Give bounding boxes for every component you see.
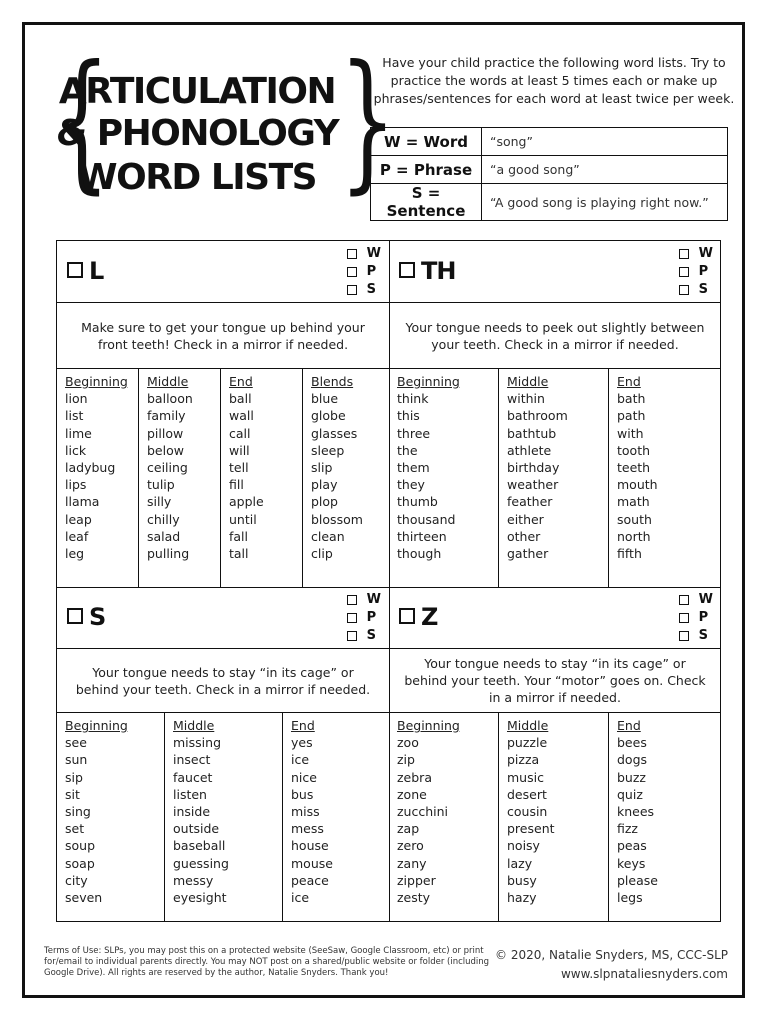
wps-item (347, 263, 381, 281)
website-text: www.slpnataliesnyders.com (560, 967, 728, 981)
title-block (42, 34, 397, 210)
word-item: bath (617, 391, 646, 407)
word-item: soup (65, 838, 96, 854)
word-item: sit (65, 786, 80, 802)
word-item: family (147, 408, 186, 424)
word-item: miss (291, 804, 320, 820)
word-item: buzz (617, 769, 646, 785)
wps-label: S (698, 628, 709, 643)
sound-label: Z (421, 603, 438, 631)
word-item: legs (617, 890, 643, 906)
word-item: clean (311, 528, 345, 544)
word-item: eyesight (173, 890, 227, 906)
legend-example: “A good song is playing right now.” (482, 184, 728, 221)
word-item: ice (291, 752, 310, 768)
word-item: inside (173, 804, 211, 820)
word-item: zoo (397, 735, 419, 751)
word-item: guessing (173, 855, 229, 871)
word-item: peace (291, 872, 329, 888)
word-item: list (65, 408, 84, 424)
word-item: apple (229, 494, 264, 510)
word-item: blue (311, 391, 339, 407)
word-item: present (507, 821, 555, 837)
checkbox-icon[interactable] (347, 267, 357, 277)
word-item: until (229, 511, 257, 527)
wps-label: W (366, 246, 381, 261)
legend-key: W = Word (371, 128, 482, 156)
word-item: think (397, 391, 429, 407)
checkbox-icon[interactable] (67, 262, 83, 278)
section-header (389, 587, 721, 649)
word-item: math (617, 494, 650, 510)
word-item: zipper (397, 872, 436, 888)
title-line-3: WORD LISTS (77, 157, 317, 198)
word-item: seven (65, 890, 103, 906)
word-item: fizz (617, 821, 638, 837)
word-item: insect (173, 752, 211, 768)
column-header: Beginning (65, 374, 128, 389)
word-item: feather (507, 494, 553, 510)
legend-example: “a good song” (482, 156, 728, 184)
wps-label: W (698, 246, 713, 261)
word-item: zany (397, 855, 427, 871)
word-item: see (65, 735, 87, 751)
word-item: zucchini (397, 804, 449, 820)
section-th (389, 241, 721, 587)
word-item: fifth (617, 546, 642, 562)
word-item: lion (65, 391, 88, 407)
word-item: baseball (173, 838, 226, 854)
word-item: fall (229, 528, 249, 544)
word-item: quiz (617, 786, 643, 802)
word-item: music (507, 769, 544, 785)
word-item: athlete (507, 442, 552, 458)
wps-item (679, 245, 713, 263)
sound-label: L (89, 257, 104, 285)
column-header: End (617, 374, 641, 389)
wps-item (347, 245, 381, 263)
word-item: plop (311, 494, 338, 510)
word-column (303, 369, 389, 587)
word-item: zesty (397, 890, 431, 906)
word-column (609, 713, 721, 921)
legend-row (371, 128, 728, 156)
word-item: dogs (617, 752, 648, 768)
word-item: keys (617, 855, 646, 871)
section-header (389, 241, 721, 303)
word-item: zone (397, 786, 427, 802)
word-item: bus (291, 786, 314, 802)
word-item: sun (65, 752, 88, 768)
checkbox-icon[interactable] (67, 608, 83, 624)
word-item: tall (229, 546, 249, 562)
word-item: glasses (311, 425, 358, 441)
word-columns (389, 713, 721, 921)
wps-item (679, 609, 713, 627)
column-header: Middle (147, 374, 189, 389)
word-item: other (507, 528, 541, 544)
wps-item (347, 281, 381, 299)
tip-text: Make sure to get your tongue up behind your front teeth! Check in a mirror if needed. (57, 303, 389, 369)
word-item: zip (397, 752, 415, 768)
wps-item (347, 627, 381, 645)
word-item: balloon (147, 391, 193, 407)
word-item: gather (507, 546, 549, 562)
word-item: globe (311, 408, 346, 424)
word-item: set (65, 821, 85, 837)
word-item: them (397, 460, 430, 476)
word-item: tooth (617, 442, 651, 458)
word-item: missing (173, 735, 222, 751)
word-item: zap (397, 821, 420, 837)
wps-item (347, 609, 381, 627)
word-item: lick (65, 442, 87, 458)
word-item: thousand (397, 511, 456, 527)
word-item: peas (617, 838, 647, 854)
word-item: hazy (507, 890, 537, 906)
legend-key: S = Sentence (371, 184, 482, 221)
word-item: with (617, 425, 644, 441)
word-item: busy (507, 872, 537, 888)
column-header: Middle (173, 718, 215, 733)
word-item: mess (291, 821, 324, 837)
wps-checklist (679, 591, 713, 645)
title-line-2: & PHONOLOGY (55, 113, 339, 154)
word-item: cousin (507, 804, 548, 820)
checkbox-icon[interactable] (679, 267, 689, 277)
word-item: puzzle (507, 735, 548, 751)
word-item: zero (397, 838, 424, 854)
word-item: nice (291, 769, 317, 785)
column-header: Middle (507, 374, 549, 389)
word-item: yes (291, 735, 313, 751)
tip-text: Your tongue needs to peek out slightly between your teeth. Check in a mirror if needed. (389, 303, 721, 369)
wps-checklist (347, 245, 381, 299)
checkbox-icon[interactable] (347, 631, 357, 641)
sound-title (67, 603, 105, 631)
checkbox-icon[interactable] (679, 631, 689, 641)
title-line-1: ARTICULATION (58, 71, 336, 112)
word-item: salad (147, 528, 181, 544)
legend-row (371, 156, 728, 184)
word-item: ladybug (65, 460, 116, 476)
instructions: Have your child practice the following word lists. Try to practice the words at least 5 times each or make up phrases/sentences for each word at least twice per week. (373, 55, 735, 106)
column-header: End (229, 374, 253, 389)
column-header: Beginning (397, 718, 460, 733)
word-item: leaf (65, 528, 89, 544)
sound-title (67, 257, 103, 285)
word-item: call (229, 425, 251, 441)
checkbox-icon[interactable] (399, 608, 415, 624)
word-item: ice (291, 890, 310, 906)
word-item: birthday (507, 460, 560, 476)
checkbox-icon[interactable] (347, 285, 357, 295)
right-brace-icon: } (339, 34, 397, 208)
checkbox-icon[interactable] (679, 285, 689, 295)
checkbox-icon[interactable] (347, 613, 357, 623)
section-header (57, 587, 389, 649)
legend-table (370, 127, 728, 221)
word-item: ball (229, 391, 252, 407)
word-item: sing (65, 804, 91, 820)
word-item: ceiling (147, 460, 188, 476)
word-item: slip (311, 460, 333, 476)
wps-label: S (366, 628, 377, 643)
word-column (139, 369, 221, 587)
word-item: faucet (173, 769, 213, 785)
checkbox-icon[interactable] (679, 595, 689, 605)
word-item: three (397, 425, 431, 441)
word-item: pulling (147, 546, 190, 562)
word-item: outside (173, 821, 220, 837)
word-column (57, 713, 165, 921)
wps-label: S (366, 282, 377, 297)
word-item: wall (229, 408, 254, 424)
word-item: lime (65, 425, 92, 441)
column-header: Beginning (65, 718, 128, 733)
word-column (165, 713, 283, 921)
section-s (57, 587, 389, 921)
word-item: this (397, 408, 420, 424)
wps-label: P (698, 264, 709, 279)
word-item: bees (617, 735, 647, 751)
word-column (389, 369, 499, 587)
wps-label: W (698, 592, 713, 607)
word-item: tulip (147, 477, 175, 493)
sound-label: TH (421, 257, 456, 285)
word-list-grid (56, 240, 721, 922)
word-columns (57, 369, 389, 587)
wps-item (679, 281, 713, 299)
word-item: sip (65, 769, 83, 785)
word-item: south (617, 511, 652, 527)
column-header: Beginning (397, 374, 460, 389)
word-item: desert (507, 786, 547, 802)
column-header: End (291, 718, 315, 733)
wps-label: P (698, 610, 709, 625)
word-item: the (397, 442, 418, 458)
section-header (57, 241, 389, 303)
wps-item (679, 591, 713, 609)
section-l (57, 241, 389, 587)
wps-item (679, 627, 713, 645)
word-column (221, 369, 303, 587)
word-item: weather (507, 477, 559, 493)
wps-checklist (347, 591, 381, 645)
word-item: north (617, 528, 651, 544)
word-item: mouth (617, 477, 658, 493)
terms-of-use: Terms of Use: SLPs, you may post this on a protected website (SeeSaw, Google Classroom, etc) or print for/email to individual parents directly. You may NOT post on a shared/public website or folder (including Google Drive). All rights are reserved by the author, Natalie Snyders. Thank you! (44, 946, 490, 978)
word-item: knees (617, 804, 655, 820)
word-column (57, 369, 139, 587)
word-item: pillow (147, 425, 184, 441)
word-item: teeth (617, 460, 651, 476)
column-header: End (617, 718, 641, 733)
word-item: bathroom (507, 408, 568, 424)
checkbox-icon[interactable] (679, 249, 689, 259)
legend-example: “song” (482, 128, 728, 156)
word-column (499, 369, 609, 587)
word-item: house (291, 838, 329, 854)
sound-title (399, 603, 437, 631)
word-item: sleep (311, 442, 345, 458)
word-item: play (311, 477, 338, 493)
word-item: chilly (147, 511, 180, 527)
word-item: messy (173, 872, 214, 888)
word-item: blossom (311, 511, 363, 527)
checkbox-icon[interactable] (399, 262, 415, 278)
wps-label: S (698, 282, 709, 297)
sound-title (399, 257, 455, 285)
sound-label: S (89, 603, 106, 631)
word-item: zebra (397, 769, 432, 785)
word-item: bathtub (507, 425, 557, 441)
word-item: path (617, 408, 646, 424)
word-item: leap (65, 511, 92, 527)
word-item: please (617, 872, 658, 888)
word-column (283, 713, 389, 921)
word-item: leg (65, 546, 85, 562)
legend-key: P = Phrase (371, 156, 482, 184)
left-brace-icon: { (53, 34, 111, 208)
word-item: they (397, 477, 425, 493)
word-columns (389, 369, 721, 587)
legend-row (371, 184, 728, 221)
word-item: within (507, 391, 545, 407)
word-item: soap (65, 855, 95, 871)
word-item: clip (311, 546, 333, 562)
word-item: though (397, 546, 442, 562)
word-item: will (229, 442, 250, 458)
word-item: below (147, 442, 184, 458)
word-item: mouse (291, 855, 333, 871)
column-header: Middle (507, 718, 549, 733)
word-columns (57, 713, 389, 921)
word-column (609, 369, 721, 587)
checkbox-icon[interactable] (347, 595, 357, 605)
wps-checklist (679, 245, 713, 299)
tip-text: Your tongue needs to stay “in its cage” or behind your teeth. Check in a mirror if needed. (57, 649, 389, 713)
word-item: llama (65, 494, 100, 510)
tip-text: Your tongue needs to stay “in its cage” or behind your teeth. Your “motor” goes on. Check in a mirror if needed. (389, 649, 721, 713)
copyright-block (490, 946, 728, 984)
word-item: lazy (507, 855, 533, 871)
word-column (499, 713, 609, 921)
word-item: silly (147, 494, 172, 510)
word-item: thirteen (397, 528, 447, 544)
word-item: tell (229, 460, 249, 476)
section-z (389, 587, 721, 921)
word-item: lips (65, 477, 87, 493)
checkbox-icon[interactable] (347, 249, 357, 259)
wps-label: P (366, 610, 377, 625)
copyright-text: © 2020, Natalie Snyders, MS, CCC-SLP (495, 948, 728, 962)
word-item: thumb (397, 494, 438, 510)
word-item: pizza (507, 752, 540, 768)
word-item: city (65, 872, 88, 888)
wps-label: P (366, 264, 377, 279)
word-item: listen (173, 786, 207, 802)
wps-label: W (366, 592, 381, 607)
column-header: Blends (311, 374, 354, 389)
checkbox-icon[interactable] (679, 613, 689, 623)
word-item: noisy (507, 838, 540, 854)
word-item: fill (229, 477, 244, 493)
wps-item (679, 263, 713, 281)
word-column (389, 713, 499, 921)
wps-item (347, 591, 381, 609)
word-item: either (507, 511, 544, 527)
